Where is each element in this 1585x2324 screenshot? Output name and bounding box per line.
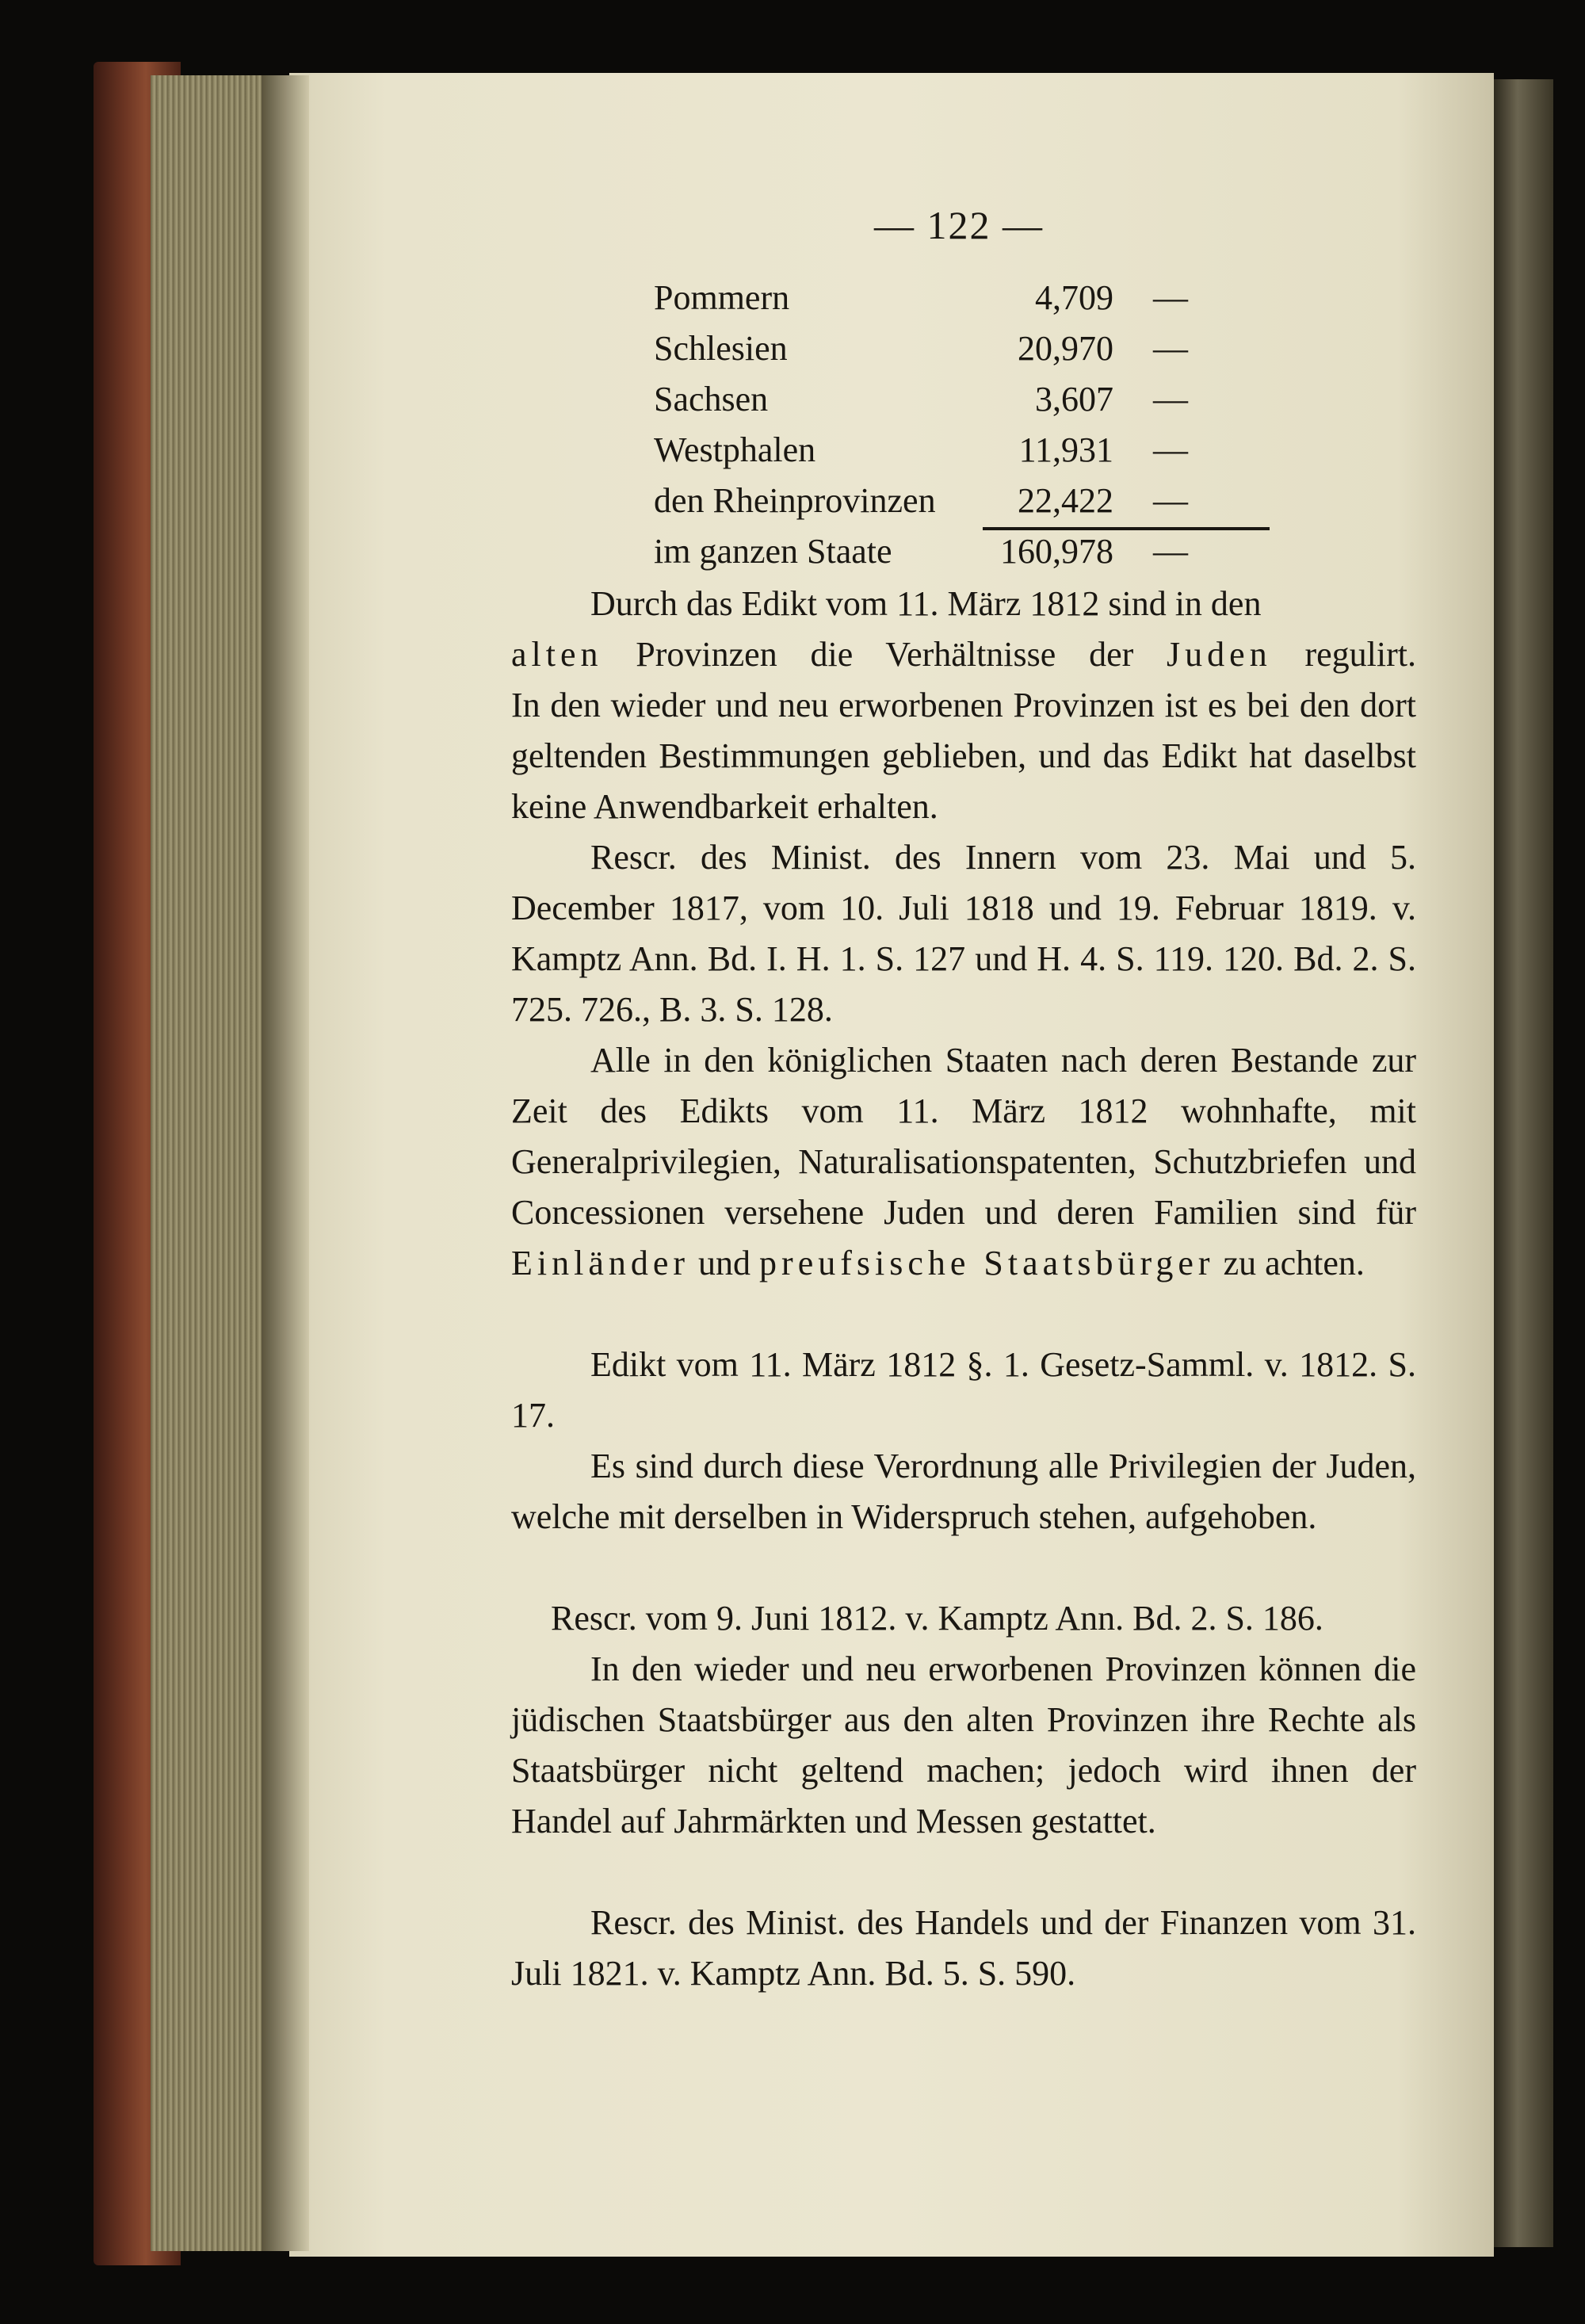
emphasis-text: alten	[511, 635, 603, 674]
paragraph: In den wieder und neu erworbenen Provinzen können die jüdischen Staatsbürger aus den alten Provinzen ihre Rechte als Staatsbürger nicht geltend machen; jedoch wird ihnen der Handel auf Jahrmärkten und Messen gestattet.	[511, 1649, 1416, 1840]
ditto-dash: —	[1153, 532, 1188, 571]
table-row	[654, 374, 1272, 425]
paragraph-text: In den wieder und neu erworbenen Provinzen ist es bei den dort geltenden Bestimmungen geblieben, und das Edikt hat daselbst keine Anwendbarkeit erhalten.	[511, 686, 1416, 826]
paragraph-line	[511, 629, 1416, 680]
province-value: 22,422	[1018, 481, 1113, 520]
province-name: Schlesien	[654, 329, 788, 368]
text-span: zu achten.	[1214, 1244, 1365, 1282]
table-row	[654, 273, 1272, 323]
paragraph	[511, 579, 1416, 832]
ditto-dash: —	[1153, 329, 1188, 368]
citation-paragraph: Rescr. des Minist. des Innern vom 23. Mai und 5. December 1817, vom 10. Juli 1818 und 19. Februar 1819. v. Kamptz Ann. Bd. I. H. 1. S. 127 und H. 4. S. 119. 120. Bd. 2. S. 725. 726., B. 3. S. 128.	[511, 838, 1416, 1029]
table-row	[654, 323, 1272, 374]
text-span: Alle in den königlichen Staaten nach deren Bestande zur Zeit des Edikts vom 11. März 1812 wohnhafte, mit Generalprivilegien, Naturalisationspatenten, Schutzbriefen und Concessionen versehene Juden und deren Familien sind für	[511, 1041, 1416, 1232]
citation-paragraph: Rescr. vom 9. Juni 1812. v. Kamptz Ann. Bd. 2. S. 186.	[551, 1599, 1323, 1638]
emphasis-text: preufsische Staatsbürger	[759, 1244, 1215, 1282]
facing-page-edge	[1494, 79, 1553, 2247]
text-span: und	[689, 1244, 760, 1282]
text-span: Provinzen die Verhältnisse der	[602, 635, 1167, 674]
text-span: regulirt.	[1271, 635, 1416, 674]
sum-rule	[983, 527, 1270, 530]
emphasis-text: Juden	[1167, 635, 1272, 674]
gutter-shadow	[262, 75, 309, 2251]
table-row	[654, 476, 1272, 526]
province-name: Pommern	[654, 278, 790, 317]
citation-paragraph: Rescr. des Minist. des Handels und der Finanzen vom 31. Juli 1821. v. Kamptz Ann. Bd. 5. S. 590.	[511, 1903, 1416, 1993]
ditto-dash: —	[1153, 481, 1188, 520]
emphasis-text: Einländer	[511, 1244, 690, 1282]
table-row	[654, 425, 1272, 476]
province-value: 3,607	[1035, 380, 1113, 419]
total-value: 160,978	[1000, 532, 1113, 571]
province-name: den Rheinprovinzen	[654, 481, 936, 520]
province-value: 11,931	[1018, 430, 1113, 469]
province-name: Westphalen	[654, 430, 816, 469]
citation-paragraph: Edikt vom 11. März 1812 §. 1. Gesetz-Samml. v. 1812. S. 17.	[511, 1345, 1416, 1435]
ditto-dash: —	[1153, 380, 1188, 419]
province-name: Sachsen	[654, 380, 769, 419]
province-value: 20,970	[1018, 329, 1113, 368]
ditto-dash: —	[1153, 278, 1188, 317]
total-label: im ganzen Staate	[654, 532, 892, 571]
paragraph: Es sind durch diese Verordnung alle Privilegien der Juden, welche mit derselben in Widerspruch stehen, aufgehoben.	[511, 1447, 1416, 1536]
population-table	[654, 273, 1272, 577]
province-value: 4,709	[1035, 278, 1113, 317]
paragraph-line: Durch das Edikt vom 11. März 1812 sind in den	[590, 584, 1262, 623]
paragraph	[511, 1035, 1416, 1289]
ditto-dash: —	[1153, 430, 1188, 469]
table-total-row	[654, 526, 1272, 577]
page-number: — 122 —	[874, 203, 1044, 247]
